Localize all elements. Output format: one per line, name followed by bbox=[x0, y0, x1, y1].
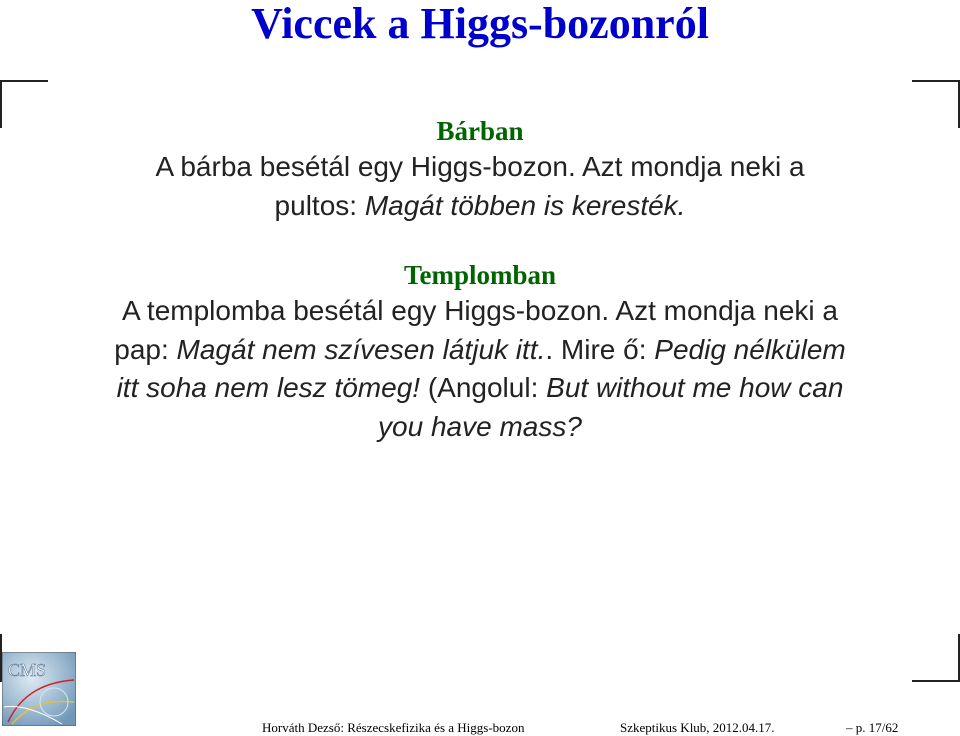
joke-line bbox=[0, 292, 960, 331]
cms-logo-graphic bbox=[2, 652, 76, 726]
slide-title: Viccek a Higgs-bozonról bbox=[251, 0, 709, 48]
joke-fragment-italic: Pedig nélkülem bbox=[654, 333, 846, 365]
joke-fragment-italic: Magát nem szívesen látjuk itt. bbox=[176, 333, 546, 365]
joke-fragment: pultos: bbox=[274, 189, 365, 221]
joke-fragment: pap: bbox=[114, 333, 177, 365]
joke-fragment: A templomba besétál egy Higgs-bozon. Azt mondja neki a bbox=[122, 295, 838, 326]
logo-text: CMS bbox=[8, 660, 47, 680]
footer-page-number: – p. 17/62 bbox=[846, 720, 899, 735]
joke-text bbox=[0, 148, 960, 225]
joke-fragment-italic: Magát többen is keresték. bbox=[364, 189, 686, 221]
joke-fragment-italic: But without me how can bbox=[546, 372, 844, 403]
joke-fragment-italic: you have mass? bbox=[378, 410, 582, 442]
joke-fragment-italic: itt soha nem lesz tömeg! bbox=[116, 372, 421, 403]
frame-corner-bottom-right bbox=[912, 634, 960, 682]
joke-fragment: (Angolul: bbox=[420, 372, 547, 403]
joke-bar-block bbox=[0, 114, 960, 225]
joke-line bbox=[0, 148, 960, 187]
joke-fragment: A bárba besétál egy Higgs-bozon. Azt mondja neki a bbox=[155, 151, 805, 182]
joke-text bbox=[0, 292, 960, 446]
footer-venue-date: Szkeptikus Klub, 2012.04.17. bbox=[620, 720, 775, 735]
cms-logo-icon bbox=[2, 652, 76, 726]
joke-heading: Bárban bbox=[436, 116, 524, 146]
joke-line bbox=[0, 187, 960, 226]
joke-fragment: . Mire ő: bbox=[545, 333, 655, 365]
footer-author-title: Horváth Dezső: Részecskefizika és a Higgs-bozon bbox=[262, 720, 525, 735]
joke-heading: Templomban bbox=[403, 260, 557, 290]
joke-line bbox=[0, 408, 960, 447]
joke-line bbox=[0, 369, 960, 408]
joke-church-block bbox=[0, 258, 960, 446]
joke-line bbox=[0, 331, 960, 370]
